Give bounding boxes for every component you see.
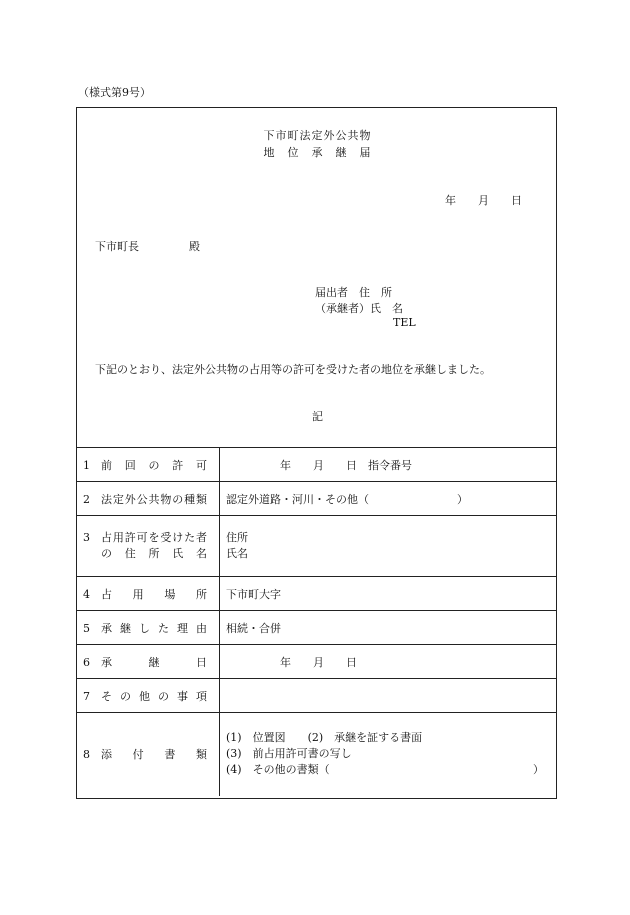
form-title-line2: 地 位 承 継 届	[263, 146, 372, 159]
row-value	[220, 679, 557, 713]
details-table	[77, 447, 556, 796]
form-number: （様式第9号）	[78, 86, 151, 99]
table-row	[77, 713, 556, 796]
row-label: 2 法定外公共物の種類	[77, 482, 220, 516]
row-value: 下市町大字	[220, 577, 557, 611]
row-value: (1) 位置図 (2) 承継を証する書面 (3) 前占用許可書の写し (4) その他の書類（ ）	[220, 713, 557, 796]
form-title-line1: 下市町法定外公共物	[263, 129, 372, 142]
applicant-address-label: 届出者 住 所	[315, 286, 392, 299]
table-row	[77, 679, 556, 713]
table-row	[77, 482, 556, 516]
row-label: 4 占用場所	[77, 577, 220, 611]
row-value: 年 月 日 指令番号	[220, 448, 557, 482]
honorific: 殿	[189, 240, 200, 253]
row-label: 5 承継した理由	[77, 611, 220, 645]
table-row	[77, 577, 556, 611]
submission-date: 年 月 日	[445, 194, 522, 207]
addressee: 下市町長	[95, 240, 139, 253]
table-row	[77, 448, 556, 482]
row-label: 8 添付書類	[77, 713, 220, 796]
row-value: 相続・合併	[220, 611, 557, 645]
table-row	[77, 516, 556, 577]
row-label: 7 その他の事項	[77, 679, 220, 713]
applicant-name-label: （承継者）氏 名	[315, 302, 403, 315]
notification-form	[76, 107, 557, 799]
applicant-tel-label: TEL	[393, 316, 416, 329]
row-label: 6 承継日	[77, 645, 220, 679]
row-value: 年 月 日	[220, 645, 557, 679]
row-label: 3 占用許可を受けた者 の住所氏名	[77, 516, 220, 577]
table-row	[77, 611, 556, 645]
row-value: 認定外道路・河川・その他（ ）	[220, 482, 557, 516]
ki-heading: 記	[312, 410, 323, 423]
row-value: 住所 氏名	[220, 516, 557, 577]
table-row	[77, 645, 556, 679]
row-label: 1 前回の許可	[77, 448, 220, 482]
statement-text: 下記のとおり、法定外公共物の占用等の許可を受けた者の地位を承継しました。	[95, 363, 491, 376]
